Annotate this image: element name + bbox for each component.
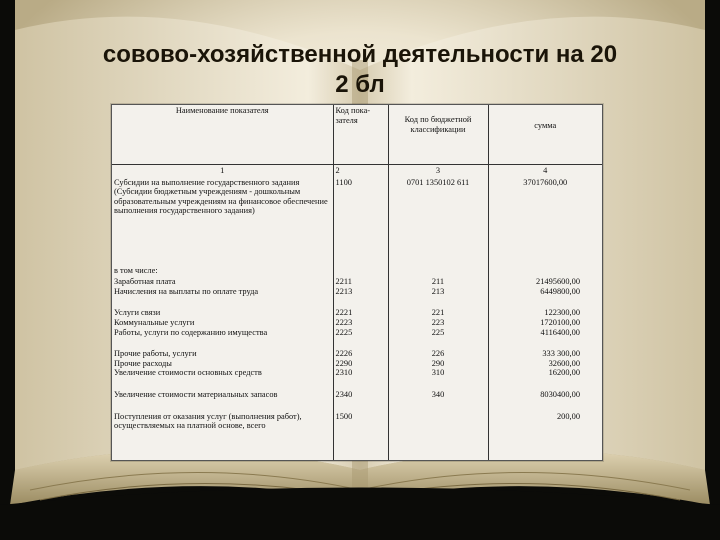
row-code-line: 2290	[335, 358, 353, 368]
table-row	[112, 348, 602, 379]
row-code-line: 2211	[335, 277, 352, 287]
row-sum	[488, 307, 602, 338]
page-title	[0, 40, 720, 100]
title-line-1: совово-хозяйственной деятельности на 20	[102, 41, 618, 68]
row-code-line: 2223	[335, 317, 353, 327]
row-name: Субсидии на выполнение государственного задания (Субсидии бюджетным учреждениям - дошкольным образовательным учреждениям на финансовое обеспечение выполнения государственного задания)	[114, 177, 328, 216]
row-sum: 8030400,00	[488, 389, 602, 401]
row-code-line: 2221	[335, 308, 353, 318]
row-code-line: 2226	[335, 349, 353, 359]
financial-table-document	[111, 104, 603, 461]
table-row	[112, 307, 602, 338]
table-header-row	[112, 105, 602, 165]
row-code: 2340	[333, 389, 388, 401]
row-kbk-line: 290	[431, 358, 445, 368]
row-name	[112, 276, 333, 297]
row-sum-line: 333 300,00	[542, 349, 580, 359]
row-name: в том числе:	[114, 265, 158, 275]
row-kbk: 0701 1350102 611	[388, 177, 488, 265]
row-name-line: Услуги связи	[114, 308, 161, 318]
row-name-line: Работы, услуги по содержанию имущества	[114, 327, 268, 337]
row-code	[333, 307, 388, 338]
row-sum-line: 16200,00	[548, 368, 580, 378]
row-kbk-line: 211	[431, 277, 445, 287]
row-sum-line: 1720100,00	[540, 317, 580, 327]
header-indicator-code: Код пока-зателя	[333, 105, 388, 165]
row-code-line: 2225	[335, 327, 353, 337]
row-kbk-line: 310	[431, 368, 445, 378]
column-number-row	[112, 165, 602, 177]
financial-table	[112, 105, 602, 461]
row-name-line: Заработная плата	[114, 277, 176, 287]
row-kbk-line: 213	[431, 286, 445, 296]
header-budget-code: Код по бюджетной классификации	[388, 105, 488, 165]
row-kbk: 340	[388, 389, 488, 401]
row-kbk-line: 225	[431, 327, 445, 337]
row-kbk-line: 221	[431, 308, 445, 318]
row-kbk	[388, 307, 488, 338]
title-line-2: 2 бл	[335, 71, 385, 98]
row-name	[112, 348, 333, 379]
row-kbk-line: 226	[431, 349, 445, 359]
row-sum-line: 32600,00	[548, 358, 580, 368]
row-name: Увеличение стоимости материальных запасов	[114, 389, 278, 399]
row-code: 1500	[333, 411, 388, 461]
header-indicator-name: Наименование показателя	[112, 105, 333, 165]
row-sum	[488, 276, 602, 297]
row-name: Поступления от оказания услуг (выполнения работ), осуществляемых на платной основе, всего	[114, 411, 302, 431]
column-number: 1	[220, 166, 225, 175]
row-name-line: Прочие работы, услуги	[114, 349, 197, 359]
row-sum-line: 6449800,00	[540, 286, 580, 296]
row-code	[333, 276, 388, 297]
row-name-line: Коммунальные услуги	[114, 317, 195, 327]
row-kbk	[388, 276, 488, 297]
column-number: 4	[488, 165, 602, 177]
row-kbk	[388, 348, 488, 379]
column-number: 3	[388, 165, 488, 177]
table-row	[112, 265, 602, 277]
table-row	[112, 177, 602, 265]
row-sum: 200,00	[488, 411, 602, 461]
table-row	[112, 389, 602, 401]
column-number: 2	[333, 165, 388, 177]
row-sum-line: 4116400,00	[540, 327, 580, 337]
header-sum: сумма	[488, 105, 602, 165]
row-name	[112, 307, 333, 338]
row-sum-line: 21495600,00	[536, 277, 580, 287]
row-sum	[488, 348, 602, 379]
row-code-line: 2310	[335, 368, 353, 378]
row-sum: 37017600,00	[488, 177, 602, 265]
row-name-line: Прочие расходы	[114, 358, 172, 368]
row-kbk-line: 223	[431, 317, 445, 327]
row-kbk	[388, 411, 488, 461]
table-row	[112, 276, 602, 297]
row-code: 1100	[333, 177, 388, 265]
table-row	[112, 411, 602, 461]
row-code-line: 2213	[335, 286, 353, 296]
row-code	[333, 348, 388, 379]
row-sum-line: 122300,00	[544, 308, 580, 318]
row-name-line: Начисления на выплаты по оплате труда	[114, 286, 259, 296]
row-name-line: Увеличение стоимости основных средств	[114, 368, 262, 378]
